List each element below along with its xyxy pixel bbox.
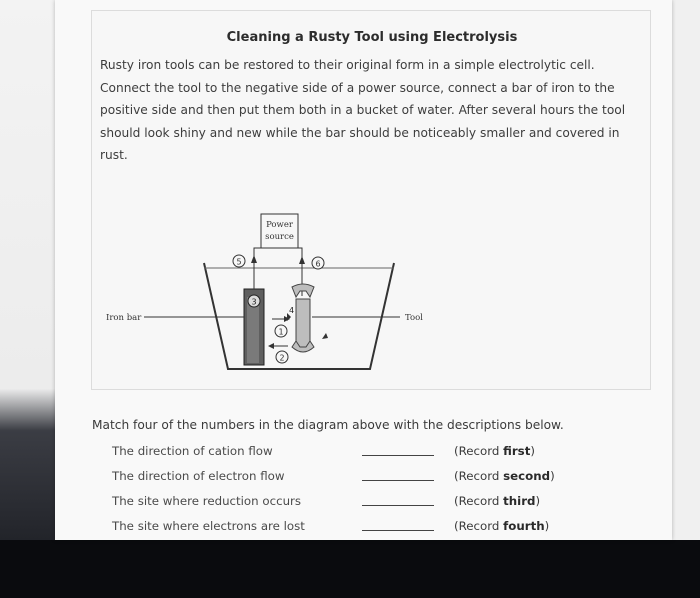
matching-row: [112, 469, 572, 489]
arrow-6: [299, 256, 305, 264]
matching-row: [112, 444, 572, 464]
record-note: (Record fourth): [454, 519, 550, 533]
marker-1-text: 1: [278, 327, 284, 337]
marker-6-text: 6: [315, 259, 321, 269]
pointer-mark: [322, 333, 328, 339]
background-right: [670, 0, 700, 545]
answer-blank[interactable]: [362, 480, 434, 481]
marker-4-text: 4: [289, 306, 295, 315]
info-card: [91, 10, 651, 390]
card-title: Cleaning a Rusty Tool using Electrolysis: [226, 30, 518, 45]
answer-blank[interactable]: [362, 530, 434, 531]
marker-3-text: 3: [251, 297, 257, 307]
power-source-label-line1: Power: [266, 220, 293, 230]
matching-row: [112, 519, 572, 539]
record-note: (Record third): [454, 494, 541, 508]
arrow-5: [251, 255, 257, 263]
row-description: The direction of electron flow: [112, 469, 285, 483]
question-page: [55, 0, 672, 540]
wrench-tool: [292, 284, 314, 352]
iron-bar-label: Iron bar: [106, 313, 142, 323]
card-paragraph: Rusty iron tools can be restored to their original form in a simple electrolytic cell. Connect the tool to the negative side of a power source, connect a bar of iron to the positive side and then put them both in a bucket of water. After several hours the tool should look shiny and new while the bar should be noticeably smaller and covered in rust.: [100, 58, 626, 162]
row-description: The direction of cation flow: [112, 444, 273, 458]
row-description: The site where electrons are lost: [112, 519, 305, 533]
record-note: (Record first): [454, 444, 535, 458]
answer-blank[interactable]: [362, 505, 434, 506]
arrow-2-head: [268, 343, 274, 349]
answer-blank[interactable]: [362, 455, 434, 456]
matching-row: [112, 494, 572, 514]
power-source-label-line2: source: [265, 232, 294, 242]
row-description: The site where reduction occurs: [112, 494, 302, 508]
matching-instructions: Match four of the numbers in the diagram above with the descriptions below.: [92, 418, 564, 432]
electrolysis-diagram: [92, 201, 652, 386]
marker-5-text: 5: [236, 257, 242, 267]
background-bottom: [0, 540, 700, 598]
record-note: (Record second): [454, 469, 555, 483]
background-left: [0, 0, 55, 598]
tool-label: Tool: [405, 313, 423, 323]
marker-2-text: 2: [279, 353, 285, 363]
